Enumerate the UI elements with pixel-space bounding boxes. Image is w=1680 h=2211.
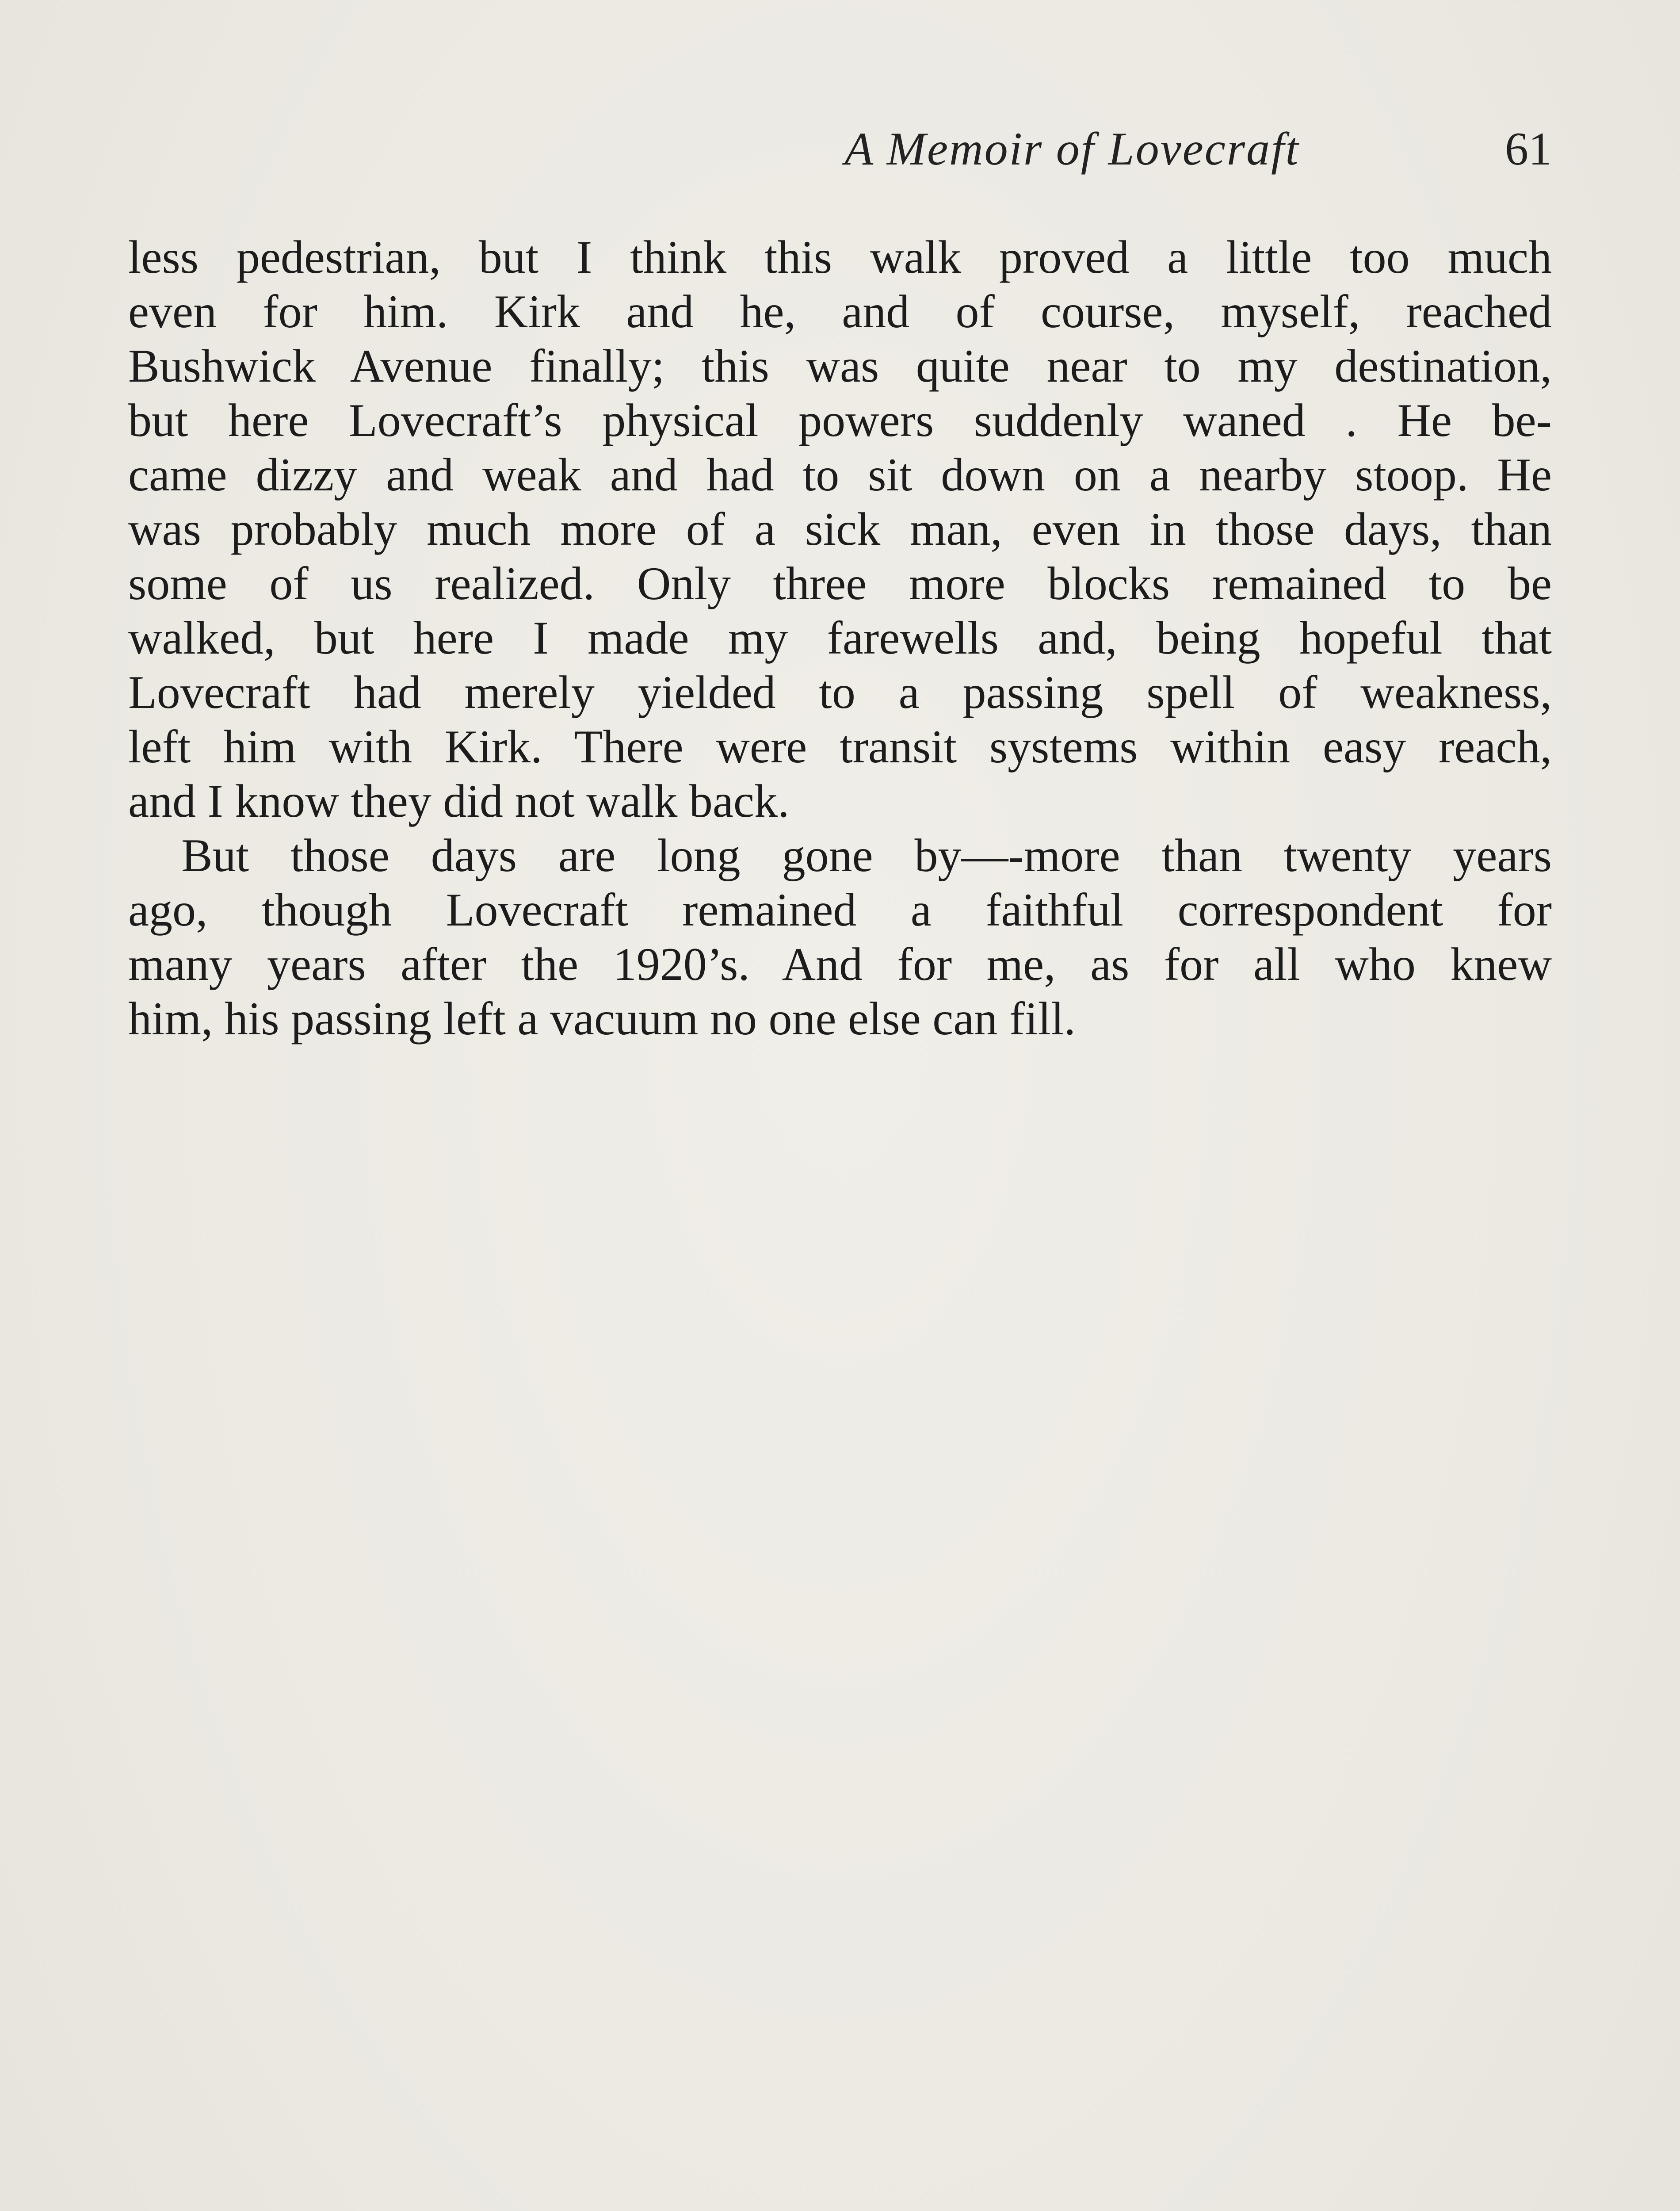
running-header [128, 116, 1552, 182]
page-number: 61 [1505, 123, 1552, 175]
text-line: many years after the 1920’s. And for me, as for all who knew [128, 938, 1552, 990]
text-line: less pedestrian, but I think this walk proved a little too much [128, 231, 1552, 283]
running-title: A Memoir of Lovecraft [844, 123, 1300, 175]
text-line: came dizzy and weak and had to sit down on a nearby stoop. He [128, 449, 1552, 501]
text-line: but here Lovecraft’s physical powers suddenly waned . He be- [128, 394, 1552, 446]
text-line: some of us realized. Only three more blocks remained to be [128, 558, 1552, 609]
text-line: walked, but here I made my farewells and, being hopeful that [128, 612, 1552, 664]
text-line: was probably much more of a sick man, even in those days, than [128, 503, 1552, 555]
text-line: Bushwick Avenue finally; this was quite near to my destination, [128, 340, 1552, 392]
text-line: even for him. Kirk and he, and of course, myself, reached [128, 286, 1552, 337]
text-line: ago, though Lovecraft remained a faithful correspondent for [128, 884, 1552, 936]
text-line: left him with Kirk. There were transit systems within easy reach, [128, 721, 1552, 773]
text-line: and I know they did not walk back. [128, 775, 790, 827]
body-text [128, 230, 1552, 1046]
text-line: him, his passing left a vacuum no one else can fill. [128, 993, 1076, 1044]
text-line: But those days are long gone by—-more than twenty years [181, 830, 1552, 881]
text-line: Lovecraft had merely yielded to a passing spell of weakness, [128, 666, 1552, 718]
